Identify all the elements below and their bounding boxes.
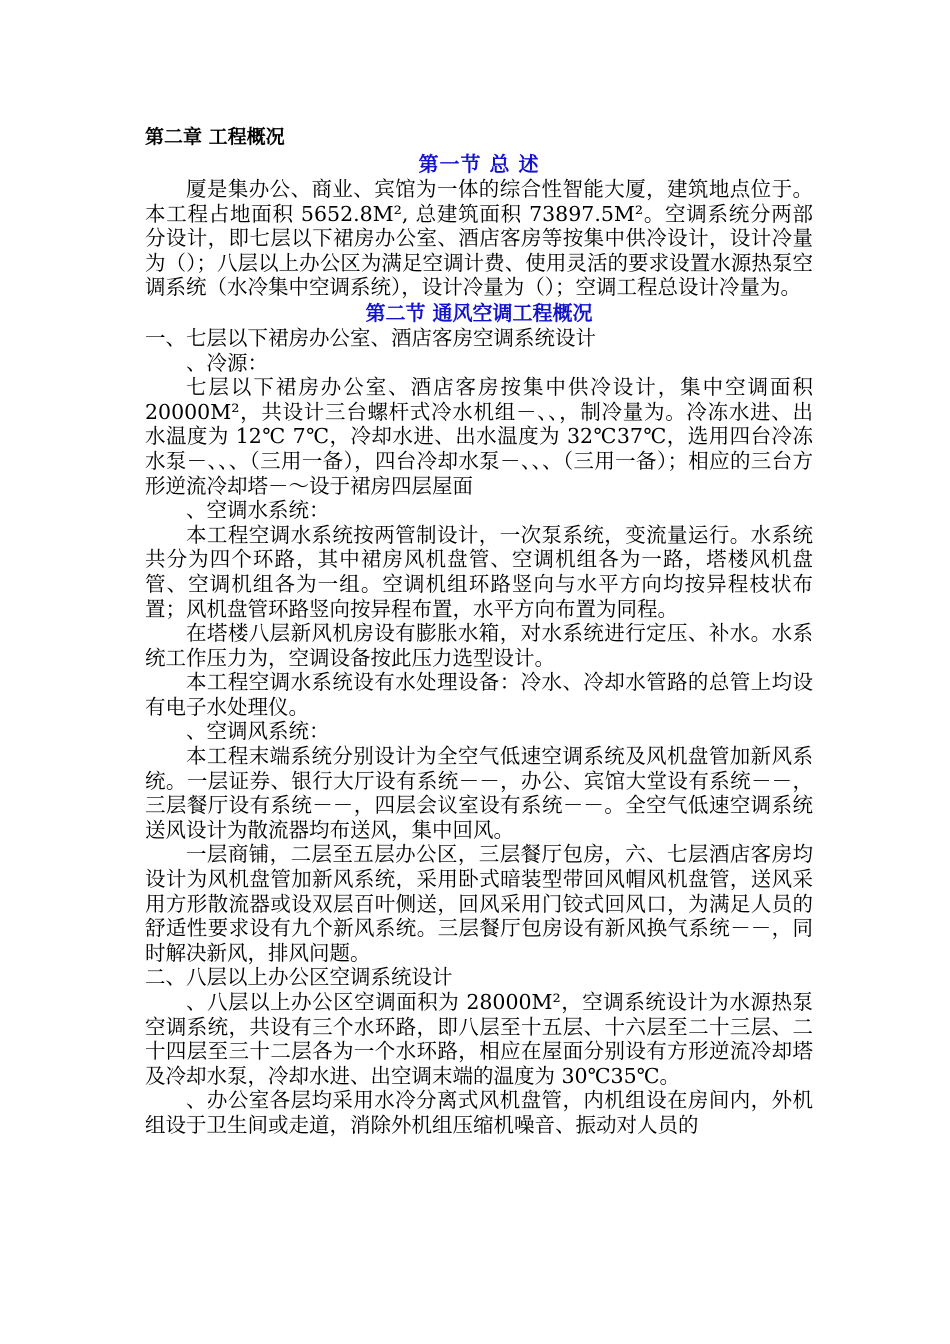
section-2-title: 第二节 通风空调工程概况: [365, 300, 593, 325]
document-page: [145, 123, 813, 1138]
part-1-heading: 一、七层以下裙房办公室、酒店客房空调系统设计: [145, 325, 596, 350]
water-system-paragraph: 在塔楼八层新风机房设有膨胀水箱，对水系统进行定压、补水。水系统工作压力为，空调设备按此压力选型设计。: [145, 621, 813, 670]
cold-source-heading: 、冷源：: [186, 350, 268, 375]
cold-source-paragraph: 七层以下裙房办公室、酒店客房按集中供冷设计，集中空调面积 20000M²，共设计三台螺杆式冷水机组－、、，制冷量为。冷冻水进、出水温度为 12℃ 7℃，冷却水进、出水温度为 32℃37℃，选用四台冷冻水泵－、、、（三用一备），四台冷却水泵－、、、（三用一备）；相应的三台方形逆流冷却塔－～设于裙房四层屋面: [145, 375, 813, 498]
part-2-heading: 二、八层以上办公区空调系统设计: [145, 965, 453, 990]
water-system-paragraph: 本工程空调水系统按两管制设计，一次泵系统，变流量运行。水系统共分为四个环路，其中裙房风机盘管、空调机组各为一路，塔楼风机盘管、空调机组各为一组。空调机组环路竖向与水平方向均按异程枝状布置；风机盘管环路竖向按异程布置，水平方向布置为同程。: [145, 522, 813, 621]
air-system-paragraph: 本工程末端系统分别设计为全空气低速空调系统及风机盘管加新风系统。一层证券、银行大厅设有系统－－，办公、宾馆大堂设有系统－－，三层餐厅设有系统－－，四层会议室设有系统－－。全空气低速空调系统送风设计为散流器均布送风，集中回风。: [145, 744, 813, 842]
part-2-paragraph: 、八层以上办公区空调面积为 28000M²，空调系统设计为水源热泵空调系统，共设有三个水环路，即八层至十五层、十六层至二十三层、二十四层至三十二层各为一个水环路，相应在屋面分别设有方形逆流冷却塔及冷却水泵，冷却水进、出空调末端的温度为 30℃35℃。: [145, 990, 813, 1088]
chapter-title: 第二章 工程概况: [145, 126, 285, 148]
air-system-heading: 、空调风系统：: [186, 719, 330, 744]
water-system-paragraph: 本工程空调水系统设有水处理设备：冷水、冷却水管路的总管上均设有电子水处理仪。: [145, 670, 813, 719]
section-1-paragraph: 厦是集办公、商业、宾馆为一体的综合性智能大厦，建筑地点位于。本工程占地面积 5652.8M², 总建筑面积 73897.5M²。空调系统分两部分设计，即七层以下裙房办公室、酒店客房等按集中供冷设计，设计冷量为（）；八层以上办公区为满足空调计费、使用灵活的要求设置水源热泵空调系统（水冷集中空调系统），设计冷量为（）；空调工程总设计冷量为。: [145, 177, 813, 300]
section-1-title: 第一节 总 述: [418, 152, 540, 176]
part-2-paragraph: 、办公室各层均采用水冷分离式风机盘管，内机组设在房间内，外机组设于卫生间或走道，消除外机组压缩机噪音、振动对人员的: [145, 1088, 813, 1137]
air-system-paragraph: 一层商铺，二层至五层办公区，三层餐厅包房，六、七层酒店客房均设计为风机盘管加新风系统，采用卧式暗装型带回风帽风机盘管，送风采用方形散流器或设双层百叶侧送，回风采用门铰式回风口，为满足人员的舒适性要求设有九个新风系统。三层餐厅包房设有新风换气系统－－，同时解决新风，排风问题。: [145, 842, 813, 965]
water-system-heading: 、空调水系统：: [186, 498, 330, 523]
